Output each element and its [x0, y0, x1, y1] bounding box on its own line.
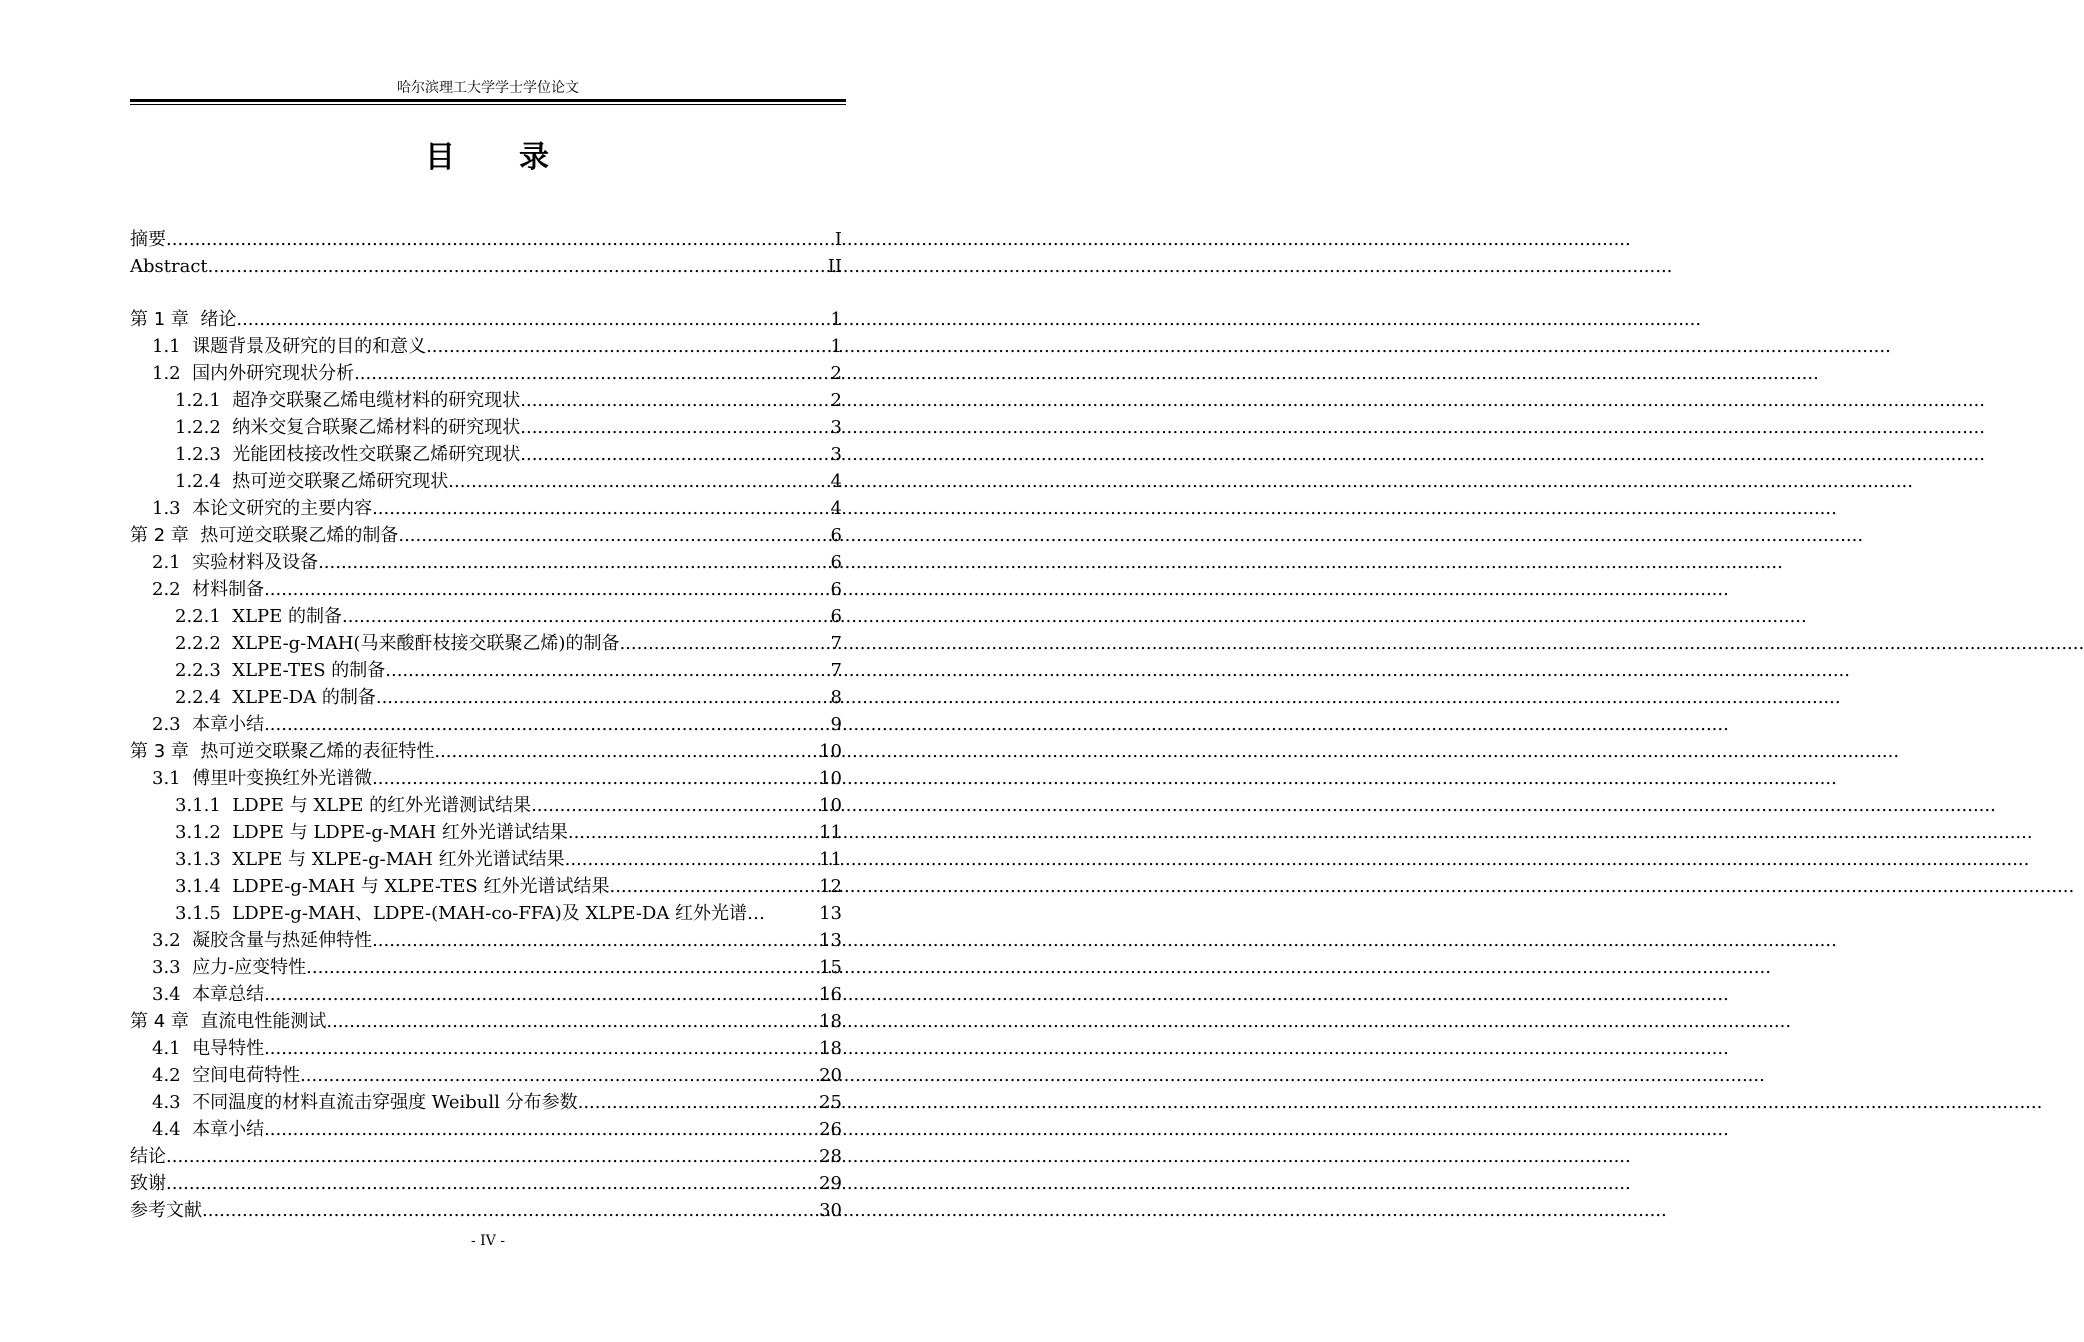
- toc-entry[interactable]: [130, 520, 842, 547]
- toc-entry-page: 13: [819, 903, 842, 924]
- toc-entry-page: 6: [830, 606, 842, 627]
- toc-leader-dots: [531, 795, 819, 817]
- toc-entry[interactable]: [130, 439, 842, 466]
- toc-entry[interactable]: [130, 790, 842, 817]
- toc-entry[interactable]: [130, 736, 842, 763]
- toc-entry-number: 3.1.2: [175, 822, 233, 843]
- toc-entry[interactable]: [130, 1168, 842, 1195]
- toc-entry[interactable]: [130, 1195, 842, 1222]
- toc-entry-number: 第 1 章: [130, 309, 201, 330]
- toc-entry-page: 15: [819, 957, 842, 978]
- toc-leader-dots: [520, 417, 830, 439]
- toc-entry-title: 课题背景及研究的目的和意义: [192, 336, 427, 357]
- toc-entry-title: 参考文献: [130, 1200, 202, 1221]
- toc-leader-dots: [385, 660, 830, 682]
- toc-entry-title: 光能团枝接改性交联聚乙烯研究现状: [232, 444, 521, 465]
- toc-entry-title: XLPE-g-MAH(马来酸酐枝接交联聚乙烯)的制备: [232, 633, 620, 654]
- toc-entry-page: 4: [830, 498, 842, 519]
- toc-entry-title: XLPE 与 XLPE-g-MAH 红外光谱试结果: [232, 849, 565, 870]
- toc-entry-title: 材料制备: [192, 579, 265, 600]
- toc-entry-title: 空间电荷特性: [192, 1065, 301, 1086]
- toc-entry-number: 4.3: [152, 1092, 193, 1113]
- toc-entry-title: 本章小结: [192, 1119, 265, 1140]
- toc-entry-number: 2.2.2: [175, 633, 233, 654]
- toc-entry-title: Abstract: [130, 256, 208, 277]
- toc-entry[interactable]: [130, 331, 842, 358]
- toc-leader-dots: [372, 768, 819, 790]
- toc-leader-dots: [354, 363, 830, 385]
- toc-entry-title: XLPE-TES 的制备: [232, 660, 386, 681]
- toc-entry[interactable]: [130, 871, 842, 898]
- toc-leader-dots: [372, 498, 830, 520]
- toc-leader-dots: [300, 1065, 819, 1087]
- toc-leader-dots: [609, 876, 819, 898]
- toc-entry-title: 纳米交复合联聚乙烯材料的研究现状: [232, 417, 521, 438]
- toc-entry-page: 16: [819, 984, 842, 1005]
- toc-leader-dots: [264, 1038, 819, 1060]
- toc-entry[interactable]: [130, 1114, 842, 1141]
- toc-entry-title: LDPE-g-MAH 与 XLPE-TES 红外光谱试结果: [232, 876, 610, 897]
- toc-entry-page: 1: [830, 336, 842, 357]
- toc-entry-page: 7: [830, 633, 842, 654]
- toc-entry-number: 3.1: [152, 768, 193, 789]
- toc-entry-number: 4.4: [152, 1119, 193, 1140]
- toc-entry-number: 1.3: [152, 498, 193, 519]
- toc-entry-title: 傅里叶变换红外光谱微: [192, 768, 373, 789]
- toc-entry-title: 热可逆交联聚乙烯研究现状: [232, 471, 449, 492]
- toc-entry-page: 7: [830, 660, 842, 681]
- toc-entry-title: 结论: [130, 1146, 166, 1167]
- toc-entry[interactable]: [130, 817, 842, 844]
- toc-entry[interactable]: [130, 898, 842, 925]
- toc-entry-page: 10: [819, 768, 842, 789]
- toc-leader-dots: [166, 229, 835, 251]
- toc-leader-dots: [264, 714, 830, 736]
- toc-entry[interactable]: [130, 1033, 842, 1060]
- toc-entry[interactable]: [130, 952, 842, 979]
- toc-entry-page: 6: [830, 552, 842, 573]
- toc-entry[interactable]: [130, 979, 842, 1006]
- toc-entry-number: 2.2.4: [175, 687, 233, 708]
- toc-entry-page: 2: [830, 363, 842, 384]
- toc-leader-dots: [578, 1092, 820, 1114]
- toc-entry-number: 第 3 章: [130, 741, 201, 762]
- toc-leader-dots: [208, 256, 828, 278]
- toc-entry-title: 本论文研究的主要内容: [192, 498, 373, 519]
- toc-entry-number: 第 4 章: [130, 1011, 201, 1032]
- page-title: [130, 138, 846, 178]
- toc-entry-number: 2.2.3: [175, 660, 233, 681]
- toc-entry-title: LDPE 与 LDPE-g-MAH 红外光谱试结果: [232, 822, 568, 843]
- toc-entry-title: LDPE-g-MAH、LDPE-(MAH-co-FFA)及 XLPE-DA 红外光谱…: [232, 903, 766, 924]
- toc-entry-title: 电导特性: [192, 1038, 265, 1059]
- toc-entry[interactable]: [130, 251, 842, 278]
- toc-entry-number: 3.1.5: [175, 903, 233, 924]
- toc-leader-dots: [520, 390, 830, 412]
- toc-entry-number: 3.4: [152, 984, 193, 1005]
- title-right-char: 录: [519, 140, 551, 175]
- toc-entry-title: 凝胶含量与热延伸特性: [192, 930, 373, 951]
- toc-leader-dots: [565, 849, 819, 871]
- toc-entry-number: 3.1.1: [175, 795, 233, 816]
- toc-entry-page: 1: [830, 309, 842, 330]
- toc-entry-page: 29: [819, 1173, 842, 1194]
- toc-leader-dots: [264, 579, 830, 601]
- toc-entry-number: 2.3: [152, 714, 193, 735]
- toc-entry-number: 2.2.1: [175, 606, 233, 627]
- toc-entry-title: 实验材料及设备: [192, 552, 319, 573]
- toc-entry-page: 2: [830, 390, 842, 411]
- toc-leader-dots: [342, 606, 831, 628]
- toc-entry-page: 6: [830, 579, 842, 600]
- toc-entry[interactable]: [130, 574, 842, 601]
- toc-entry-title: XLPE-DA 的制备: [232, 687, 376, 708]
- toc-entry-page: 9: [830, 714, 842, 735]
- toc-leader-dots: [426, 336, 830, 358]
- toc-entry[interactable]: [130, 1141, 842, 1168]
- toc-entry-title: 应力-应变特性: [192, 957, 307, 978]
- toc-leader-dots: [202, 1200, 819, 1222]
- toc-leader-dots: [568, 822, 819, 844]
- toc-entry-page: 11: [819, 822, 842, 843]
- toc-leader-dots: [236, 309, 830, 331]
- toc-entry-number: 第 2 章: [130, 525, 201, 546]
- toc-entry-page: 20: [819, 1065, 842, 1086]
- toc-entry-page: 13: [819, 930, 842, 951]
- toc-entry-page: 6: [830, 525, 842, 546]
- toc-entry-title: 致谢: [130, 1173, 166, 1194]
- toc-entry-page: 8: [830, 687, 842, 708]
- toc-entry-number: 1.2.4: [175, 471, 233, 492]
- toc-leader-dots: [448, 471, 830, 493]
- toc-entry[interactable]: [130, 1087, 842, 1114]
- toc-entry-title: 本章总结: [192, 984, 265, 1005]
- toc-entry[interactable]: [130, 547, 842, 574]
- toc-entry-title: 绪论: [200, 309, 237, 330]
- toc-entry-title: 摘要: [130, 229, 166, 250]
- toc-leader-dots: [264, 1119, 819, 1141]
- toc-entry[interactable]: [130, 925, 842, 952]
- toc-entry-number: 3.2: [152, 930, 193, 951]
- toc-entry-page: 28: [819, 1146, 842, 1167]
- toc-entry[interactable]: [130, 493, 842, 520]
- toc-leader-dots: [306, 957, 819, 979]
- toc-entry-page: 11: [819, 849, 842, 870]
- toc-entry-title: 热可逆交联聚乙烯的表征特性: [200, 741, 435, 762]
- toc-leader-dots: [520, 444, 830, 466]
- toc-entry-page: 10: [819, 795, 842, 816]
- toc-entry-page: 30: [819, 1200, 842, 1221]
- toc-leader-dots: [318, 552, 830, 574]
- toc-entry[interactable]: [130, 385, 842, 412]
- toc-entry[interactable]: [130, 709, 842, 736]
- toc-entry-title: LDPE 与 XLPE 的红外光谱测试结果: [232, 795, 532, 816]
- toc-entry-number: 2.1: [152, 552, 193, 573]
- toc-leader-dots: [434, 741, 819, 763]
- toc-entry-title: 直流电性能测试: [200, 1011, 327, 1032]
- header-rule-thick: [130, 99, 846, 102]
- toc-leader-dots: [166, 1173, 819, 1195]
- page-header: 哈尔滨理工大学学士学位论文: [397, 80, 579, 96]
- toc-entry-page: 18: [819, 1038, 842, 1059]
- toc-entry-number: 1.2.3: [175, 444, 233, 465]
- toc-entry[interactable]: [130, 466, 842, 493]
- toc-entry-page: I: [834, 229, 842, 250]
- toc-entry-number: 1.2.2: [175, 417, 233, 438]
- toc-entry-page: II: [827, 256, 842, 277]
- toc-leader-dots: [166, 1146, 819, 1168]
- toc-entry[interactable]: [130, 1006, 842, 1033]
- toc-leader-dots: [398, 525, 830, 547]
- toc-entry-number: 3.1.3: [175, 849, 233, 870]
- toc-entry-number: 1.1: [152, 336, 193, 357]
- header-rule-thin: [130, 104, 846, 105]
- toc-entry[interactable]: [130, 224, 842, 251]
- toc-entry-number: 2.2: [152, 579, 193, 600]
- toc-leader-dots: [376, 687, 831, 709]
- page-number: - IV -: [470, 1233, 505, 1249]
- toc-entry-number: 4.2: [152, 1065, 193, 1086]
- toc-entry-title: 超净交联聚乙烯电缆材料的研究现状: [232, 390, 521, 411]
- toc-leader-dots: [326, 1011, 819, 1033]
- toc-entry[interactable]: [130, 601, 842, 628]
- toc-entry-title: 国内外研究现状分析: [192, 363, 355, 384]
- toc-entry-number: 1.2.1: [175, 390, 233, 411]
- toc-entry-page: 4: [830, 471, 842, 492]
- toc-entry[interactable]: [130, 655, 842, 682]
- toc-entry-number: 3.1.4: [175, 876, 233, 897]
- toc-leader-dots: [372, 930, 819, 952]
- toc-entry-title: 热可逆交联聚乙烯的制备: [200, 525, 399, 546]
- toc-entry-page: 18: [819, 1011, 842, 1032]
- toc-entry-title: 本章小结: [192, 714, 265, 735]
- toc-entry[interactable]: [130, 1060, 842, 1087]
- toc-entry-page: 3: [830, 417, 842, 438]
- toc-entry[interactable]: [130, 358, 842, 385]
- toc-entry-page: 12: [819, 876, 842, 897]
- toc-entry[interactable]: [130, 412, 842, 439]
- toc-entry[interactable]: [130, 763, 842, 790]
- toc-entry-page: 26: [819, 1119, 842, 1140]
- toc-entry-page: 3: [830, 444, 842, 465]
- toc-entry[interactable]: [130, 682, 842, 709]
- toc-entry-number: 3.3: [152, 957, 193, 978]
- toc-entry-page: 25: [819, 1092, 842, 1113]
- toc-leader-dots: [619, 633, 830, 655]
- toc-entry-number: 4.1: [152, 1038, 193, 1059]
- toc-entry-page: 10: [819, 741, 842, 762]
- toc-entry[interactable]: [130, 628, 842, 655]
- toc-entry-number: 1.2: [152, 363, 193, 384]
- toc-entry-title: XLPE 的制备: [232, 606, 342, 627]
- toc-entry[interactable]: [130, 304, 842, 331]
- toc-leader-dots: [264, 984, 819, 1006]
- title-left-char: 目: [425, 140, 457, 175]
- toc-entry[interactable]: [130, 844, 842, 871]
- toc-entry-title: 不同温度的材料直流击穿强度 Weibull 分布参数: [192, 1092, 578, 1113]
